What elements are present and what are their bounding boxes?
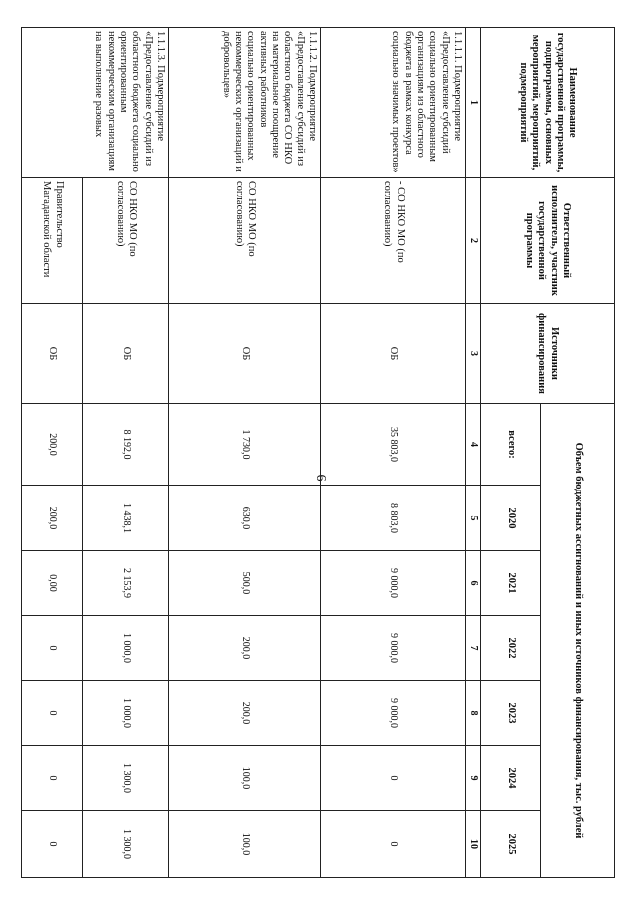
subactivity-name: 1.1.1.2. Подмероприятие «Предоставление субсидий из областного бюджета СО НКО на материальное поощрение активных работников социально ориентированных некоммерческих организаций и добровольцев» bbox=[169, 28, 321, 178]
subactivity-name: 1.1.1.3. Подмероприятие «Предоставление субсидий из областного бюджета социально ориентированным некоммерческим организациям на выполнение разовых bbox=[22, 28, 169, 178]
column-number: 4 bbox=[466, 404, 481, 486]
column-number: 7 bbox=[466, 616, 481, 681]
year-value: 0 bbox=[22, 681, 83, 746]
column-number: 5 bbox=[466, 486, 481, 551]
header-year: 2023 bbox=[481, 681, 541, 746]
header-name: Наименование государственной программы, подпрограммы, основных мероприятий, мероприятий, подмероприятий bbox=[481, 28, 615, 178]
header-source: Источники финансирования bbox=[481, 304, 615, 404]
year-value: 200,0 bbox=[169, 616, 321, 681]
header-year: 2020 bbox=[481, 486, 541, 551]
year-value: 0,00 bbox=[22, 551, 83, 616]
year-value: 500,0 bbox=[169, 551, 321, 616]
subactivity-name: 1.1.1.1. Подмероприятие «Предоставление субсидий социально ориентированным организациям из областного бюджета в рамках конкурса социально значимых проектов» bbox=[321, 28, 466, 178]
year-value: 0 bbox=[22, 616, 83, 681]
year-value: 100,0 bbox=[169, 811, 321, 878]
rotated-page-content bbox=[25, 27, 615, 877]
year-value: 1 000,0 bbox=[83, 681, 169, 746]
table-row bbox=[169, 28, 321, 878]
executor: - СО НКО МО (по согласованию) bbox=[321, 178, 466, 304]
year-value: 200,0 bbox=[22, 486, 83, 551]
year-value: 200,0 bbox=[169, 681, 321, 746]
year-value: 8 803,0 bbox=[321, 486, 466, 551]
funding-source: ОБ bbox=[22, 304, 83, 404]
year-value: 1 300,0 bbox=[83, 811, 169, 878]
header-year: 2025 bbox=[481, 811, 541, 878]
header-row-top bbox=[541, 28, 615, 878]
year-value: 0 bbox=[22, 811, 83, 878]
year-value: 630,0 bbox=[169, 486, 321, 551]
year-value: 100,0 bbox=[169, 746, 321, 811]
column-number: 1 bbox=[466, 28, 481, 178]
year-value: 0 bbox=[321, 811, 466, 878]
year-value: 2 153,9 bbox=[83, 551, 169, 616]
year-value: 1 000,0 bbox=[83, 616, 169, 681]
column-number: 3 bbox=[466, 304, 481, 404]
column-number: 9 bbox=[466, 746, 481, 811]
table-row bbox=[321, 28, 466, 878]
total-value: 35 803,0 bbox=[321, 404, 466, 486]
total-value: 1 730,0 bbox=[169, 404, 321, 486]
year-value: 1 300,0 bbox=[83, 746, 169, 811]
total-value: 200,0 bbox=[22, 404, 83, 486]
executor: СО НКО МО (по согласованию) bbox=[169, 178, 321, 304]
header-year: 2022 bbox=[481, 616, 541, 681]
funding-source: ОБ bbox=[83, 304, 169, 404]
table-row bbox=[83, 28, 169, 878]
column-number: 6 bbox=[466, 551, 481, 616]
year-value: 9 000,0 bbox=[321, 681, 466, 746]
header-year: 2021 bbox=[481, 551, 541, 616]
year-value: 0 bbox=[22, 746, 83, 811]
total-value: 8 192,0 bbox=[83, 404, 169, 486]
funding-source: ОБ bbox=[321, 304, 466, 404]
header-volume: Объем бюджетных ассигнований и иных источников финансирования, тыс. рублей bbox=[541, 404, 615, 878]
financing-table bbox=[21, 27, 615, 878]
executor: Правительство Магаданской области bbox=[22, 178, 83, 304]
year-value: 1 438,1 bbox=[83, 486, 169, 551]
column-number: 10 bbox=[466, 811, 481, 878]
header-year: 2024 bbox=[481, 746, 541, 811]
executor: СО НКО МО (по согласованию) bbox=[83, 178, 169, 304]
header-executor: Ответственный исполнитель, участник государственной программы bbox=[481, 178, 615, 304]
column-number-row bbox=[466, 28, 481, 878]
funding-source: ОБ bbox=[169, 304, 321, 404]
header-total: всего: bbox=[481, 404, 541, 486]
year-value: 9 000,0 bbox=[321, 551, 466, 616]
column-number: 2 bbox=[466, 178, 481, 304]
page-number: 6 bbox=[313, 474, 328, 482]
year-value: 9 000,0 bbox=[321, 616, 466, 681]
column-number: 8 bbox=[466, 681, 481, 746]
year-value: 0 bbox=[321, 746, 466, 811]
